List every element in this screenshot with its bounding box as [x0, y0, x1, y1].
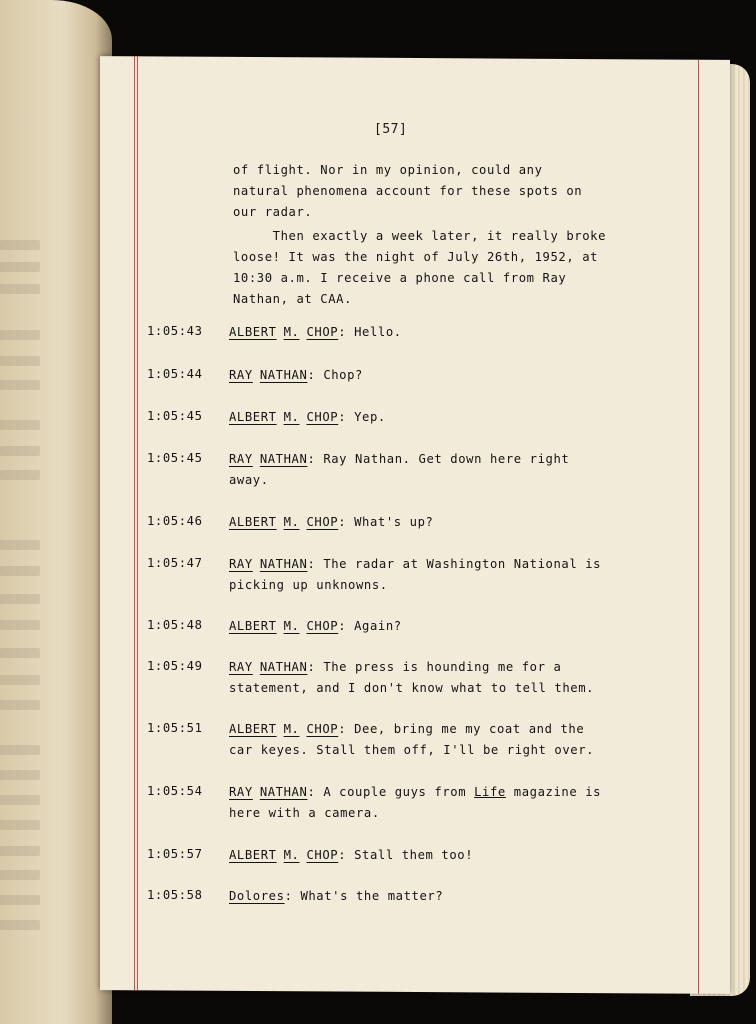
dialogue-line: away. [229, 473, 269, 487]
dialogue-entry [229, 782, 639, 824]
dialogue-entry [229, 845, 639, 866]
dialogue-first-line: RAY NATHAN: A couple guys from Life magazine is [229, 785, 602, 799]
timestamp: 1:05:49 [147, 659, 203, 673]
bleed-through [0, 795, 40, 805]
dialogue-first-line: Dolores: What's the matter? [229, 889, 444, 903]
bleed-through [0, 870, 40, 880]
dialogue-first-line: ALBERT M. CHOP: Yep. [229, 410, 386, 424]
narrative-line: of flight. Nor in my opinion, could any [233, 163, 543, 177]
dialogue-entry [229, 512, 639, 533]
speaker-name: RAY NATHAN [229, 368, 308, 382]
bleed-through [0, 895, 40, 905]
speaker-name: ALBERT M. CHOP [229, 722, 339, 736]
timestamp: 1:05:47 [147, 556, 203, 570]
bleed-through [0, 262, 40, 272]
dialogue-first-line: RAY NATHAN: Ray Nathan. Get down here right [229, 452, 570, 466]
bleed-through [0, 240, 40, 250]
bleed-through [0, 330, 40, 340]
timestamp: 1:05:45 [147, 451, 203, 465]
dialogue-line: statement, and I don't know what to tell them. [229, 681, 595, 695]
narrative-line: Nathan, at CAA. [233, 292, 353, 306]
bleed-through [0, 920, 40, 930]
timestamp: 1:05:45 [147, 409, 203, 423]
dialogue-first-line: ALBERT M. CHOP: What's up? [229, 515, 434, 529]
bleed-through [0, 566, 40, 576]
bleed-through [0, 356, 40, 366]
dialogue-entry [229, 449, 639, 491]
dialogue-first-line: ALBERT M. CHOP: Stall them too! [229, 848, 474, 862]
bleed-through [0, 820, 40, 830]
bleed-through [0, 446, 40, 456]
speaker-name: ALBERT M. CHOP [229, 410, 339, 424]
bleed-through [0, 540, 40, 550]
speaker-name: RAY NATHAN [229, 452, 308, 466]
dialogue-entry [229, 616, 639, 637]
dialogue-entry [229, 886, 639, 907]
dialogue-first-line: ALBERT M. CHOP: Hello. [229, 325, 402, 339]
bleed-through [0, 620, 40, 630]
narrative-line: 10:30 a.m. I receive a phone call from Ray [233, 271, 567, 285]
timestamp: 1:05:44 [147, 367, 203, 381]
bleed-through [0, 594, 40, 604]
bleed-through [0, 470, 40, 480]
timestamp: 1:05:46 [147, 514, 203, 528]
left-margin-rule [134, 56, 135, 990]
dialogue-first-line: ALBERT M. CHOP: Again? [229, 619, 402, 633]
timestamp: 1:05:43 [147, 324, 203, 338]
dialogue-entry [229, 554, 639, 596]
speaker-name: ALBERT M. CHOP [229, 515, 339, 529]
bleed-through [0, 675, 40, 685]
left-margin-rule-2 [137, 56, 138, 990]
bleed-through [0, 380, 40, 390]
dialogue-entry [229, 719, 639, 761]
narrative-line: our radar. [233, 205, 313, 219]
timestamp: 1:05:48 [147, 618, 203, 632]
speaker-name: ALBERT M. CHOP [229, 619, 339, 633]
speaker-name: RAY NATHAN [229, 557, 308, 571]
dialogue-first-line: RAY NATHAN: The press is hounding me for a [229, 660, 562, 674]
dialogue-entry [229, 657, 639, 699]
bleed-through [0, 284, 40, 294]
dialogue-line: picking up unknowns. [229, 578, 388, 592]
bleed-through [0, 745, 40, 755]
right-margin-rule [698, 60, 699, 994]
dialogue-first-line: RAY NATHAN: Chop? [229, 368, 363, 382]
dialogue-entry [229, 365, 639, 386]
timestamp: 1:05:58 [147, 888, 203, 902]
speaker-name: ALBERT M. CHOP [229, 325, 339, 339]
narrative-line: natural phenomena account for these spots on [233, 184, 583, 198]
facing-page [0, 0, 112, 1024]
timestamp: 1:05:54 [147, 784, 203, 798]
timestamp: 1:05:57 [147, 847, 203, 861]
narrative-line: Then exactly a week later, it really broke [233, 229, 607, 243]
bleed-through [0, 846, 40, 856]
bleed-through [0, 648, 40, 658]
dialogue-first-line: ALBERT M. CHOP: Dee, bring me my coat and the [229, 722, 585, 736]
speaker-name: Dolores [229, 889, 285, 903]
underlined-title: Life [474, 785, 506, 799]
bleed-through [0, 420, 40, 430]
dialogue-line: car keyes. Stall them off, I'll be right over. [229, 743, 595, 757]
dialogue-entry [229, 322, 639, 343]
timestamp: 1:05:51 [147, 721, 203, 735]
bleed-through [0, 770, 40, 780]
dialogue-line: here with a camera. [229, 806, 380, 820]
narrative-line: loose! It was the night of July 26th, 1952, at [233, 250, 599, 264]
speaker-name: RAY NATHAN [229, 660, 308, 674]
page-number: [57] [374, 122, 408, 137]
dialogue-entry [229, 407, 639, 428]
speaker-name: RAY NATHAN [229, 785, 308, 799]
bleed-through [0, 700, 40, 710]
speaker-name: ALBERT M. CHOP [229, 848, 339, 862]
dialogue-first-line: RAY NATHAN: The radar at Washington National is [229, 557, 602, 571]
